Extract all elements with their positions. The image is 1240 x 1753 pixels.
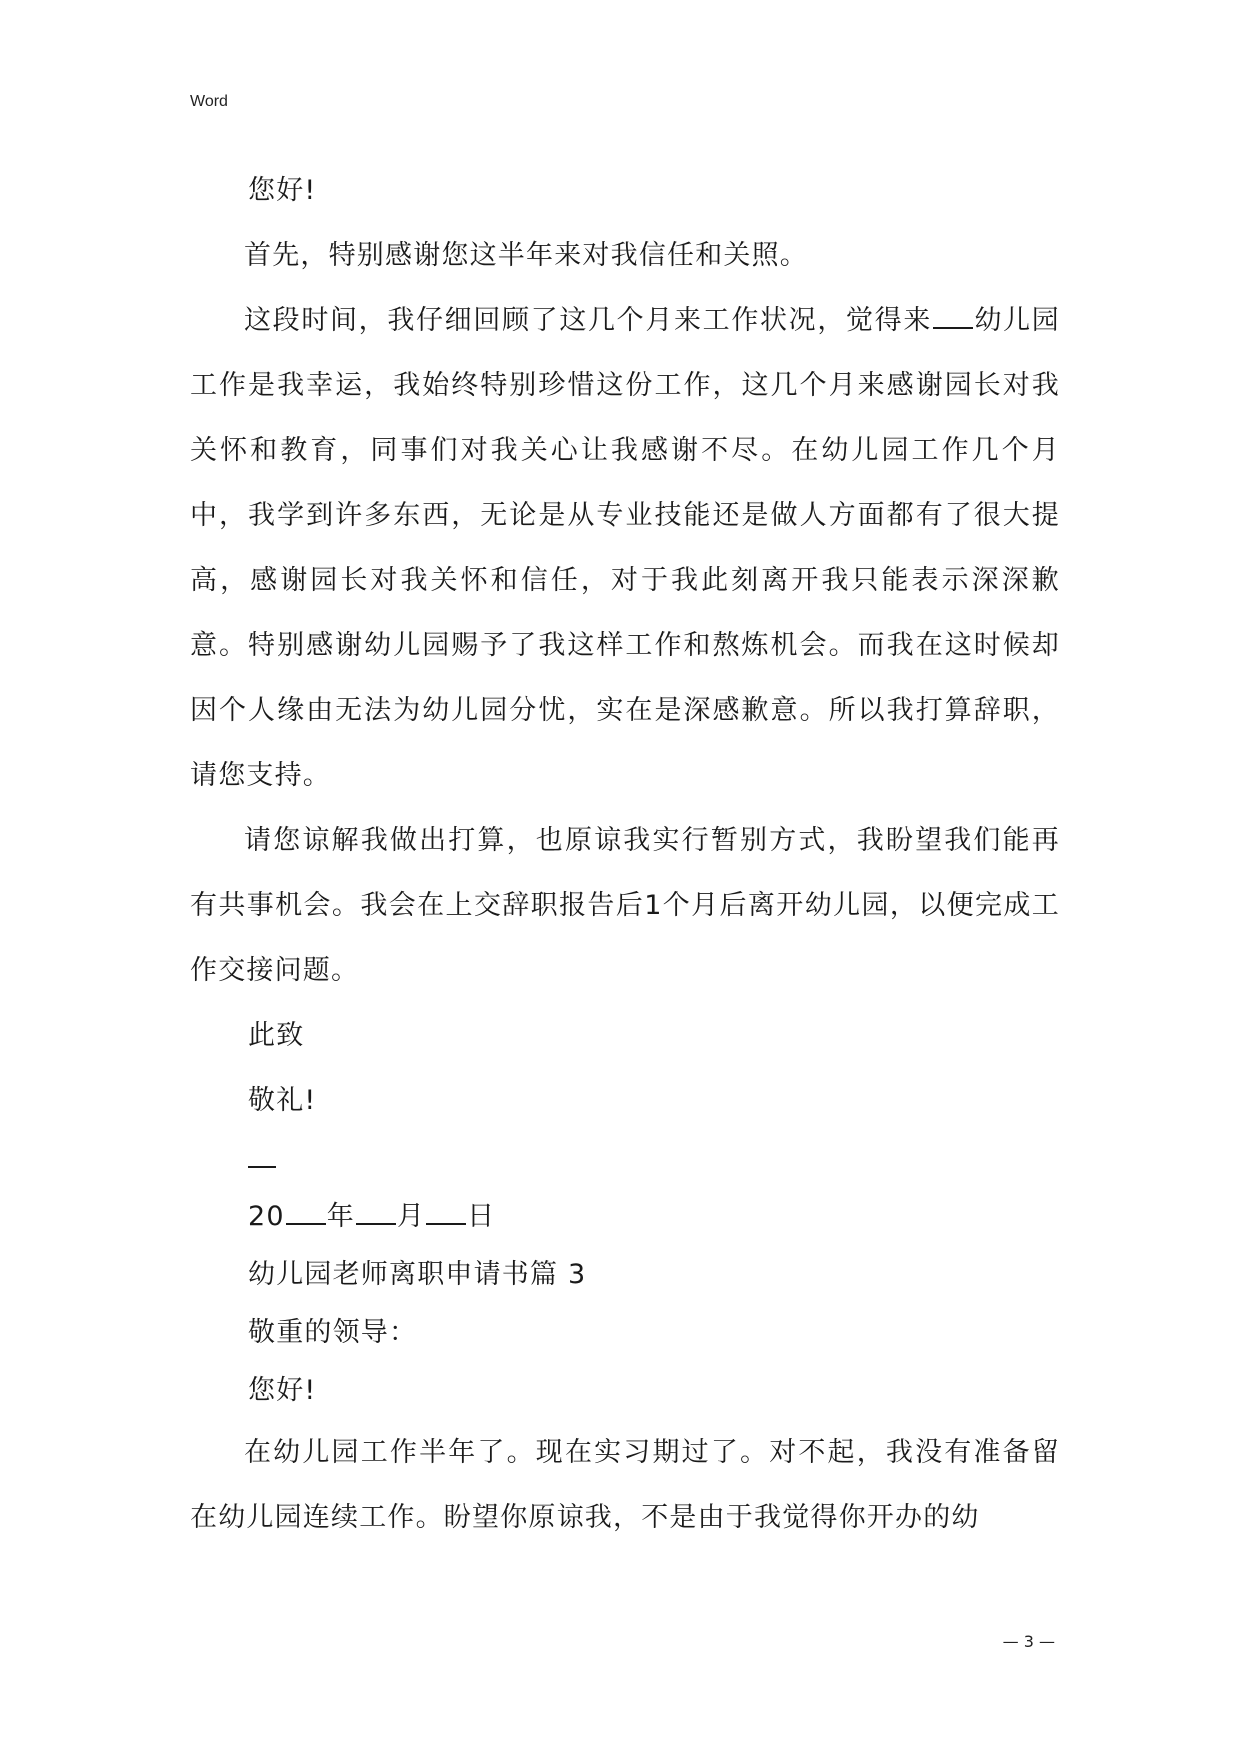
salutation: 敬重的领导： [248,1317,418,1348]
page-number: — 3 — [1002,1632,1055,1651]
paragraph-request: 请您谅解我做出打算，也原谅我实行暂别方式，我盼望我们能再有共事机会。我会在上交辞职报告后1个月后离开幼儿园，以便完成工作交接问题。 [190,825,1060,986]
closing-line-2: 敬礼! [248,1085,317,1116]
document-body [190,158,1060,1550]
closing-line-1: 此致 [248,1020,305,1051]
paragraph-reflection-rest: 幼儿园工作是我幸运，我始终特别珍惜这份工作，这几个月来感谢园长对我关怀和教育，同事们对我关心让我感谢不尽。在幼儿园工作几个月中，我学到许多东西，无论是从专业技能还是做人方面都有了很大提高，感谢园长对我关怀和信任，对于我此刻离开我只能表示深深歉意。特别感谢幼儿园赐予了我这样工作和熬炼机会。而我在这时候却因个人缘由无法为幼儿园分忧，实在是深感歉意。所以我打算辞职，请您支持。 [190,305,1060,791]
fill-in-blank [933,327,973,329]
signature-blank-line [190,1133,1060,1188]
greeting: 您好! [248,175,317,206]
greeting-2: 您好! [248,1375,317,1406]
section-title: 幼儿园老师离职申请书篇 3 [248,1259,587,1290]
signature-dash [248,1166,276,1168]
paragraph-reflection-start: 这段时间，我仔细回顾了这几个月来工作状况，觉得来 [244,305,932,336]
document-header-label: Word [190,93,228,110]
date-line [190,1188,1060,1246]
year-blank [286,1223,326,1225]
date-month-char: 月 [396,1201,426,1232]
paragraph-thanks: 首先，特别感谢您这半年来对我信任和关照。 [244,240,808,271]
date-year-char: 年 [326,1201,355,1232]
date-day-char: 日 [467,1201,496,1232]
day-blank [426,1223,466,1225]
paragraph-reflection [190,288,1060,808]
paragraph-internship: 在幼儿园工作半年了。现在实习期过了。对不起，我没有准备留在幼儿园连续工作。盼望你原谅我，不是由于我觉得你开办的幼 [190,1437,1060,1533]
date-prefix: 20 [248,1201,285,1232]
month-blank [356,1223,396,1225]
